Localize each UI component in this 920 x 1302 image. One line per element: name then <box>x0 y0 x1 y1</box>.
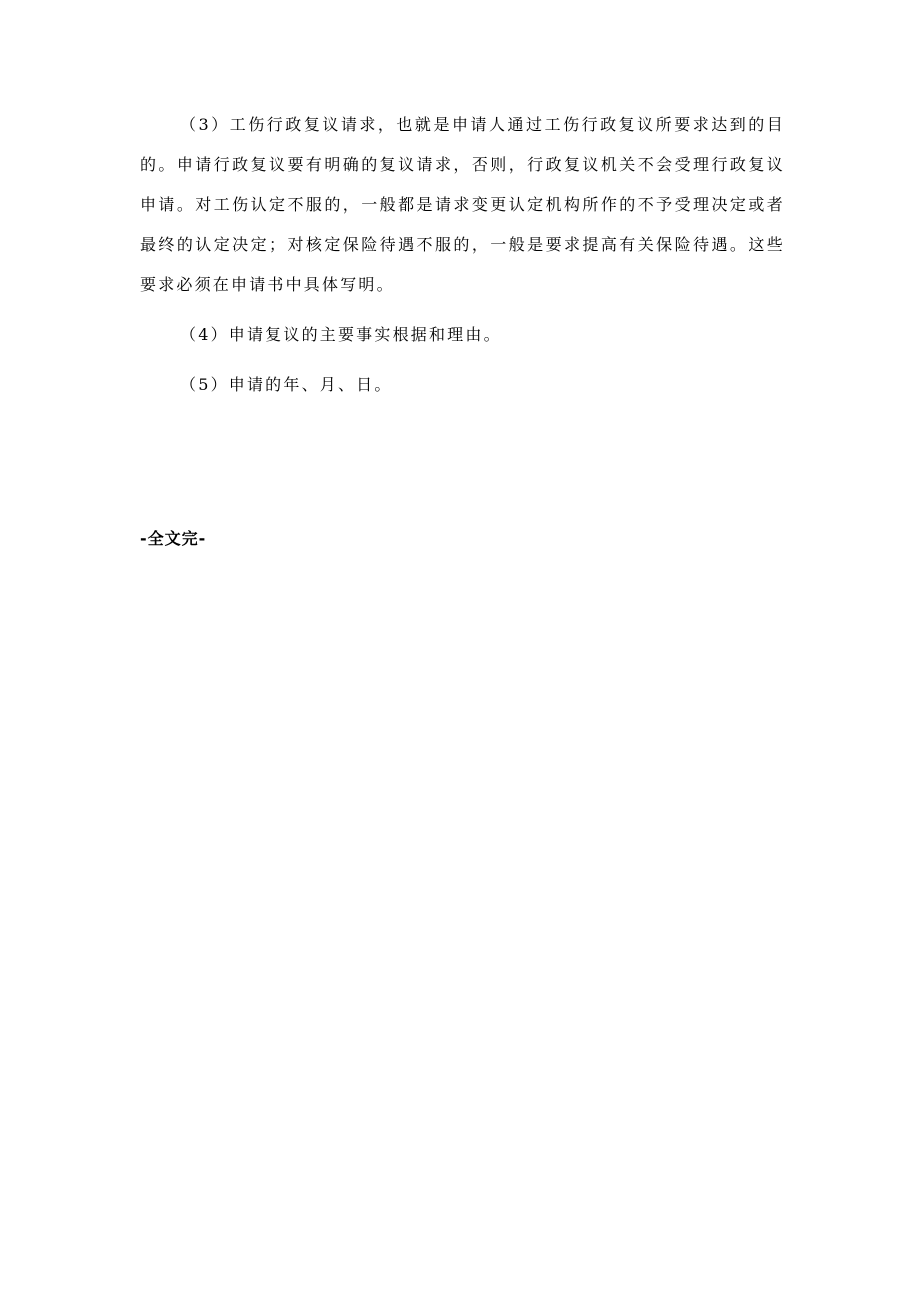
end-of-document-mark: -全文完- <box>140 529 207 548</box>
paragraph-request: （3）工伤行政复议请求，也就是申请人通过工伤行政复议所要求达到的目的。申请行政复议要有明确的复议请求，否则，行政复议机关不会受理行政复议申请。对工伤认定不服的，一般都是请求变更认定机构所作的不予受理决定或者最终的认定决定；对核定保险待遇不服的，一般是要求提高有关保险待遇。这些要求必须在申请书中具体写明。 <box>140 115 785 294</box>
paragraph-facts-reasons: （4）申请复议的主要事实根据和理由。 <box>180 325 502 344</box>
paragraph-date: （5）申请的年、月、日。 <box>180 375 393 394</box>
document-body <box>140 105 785 405</box>
